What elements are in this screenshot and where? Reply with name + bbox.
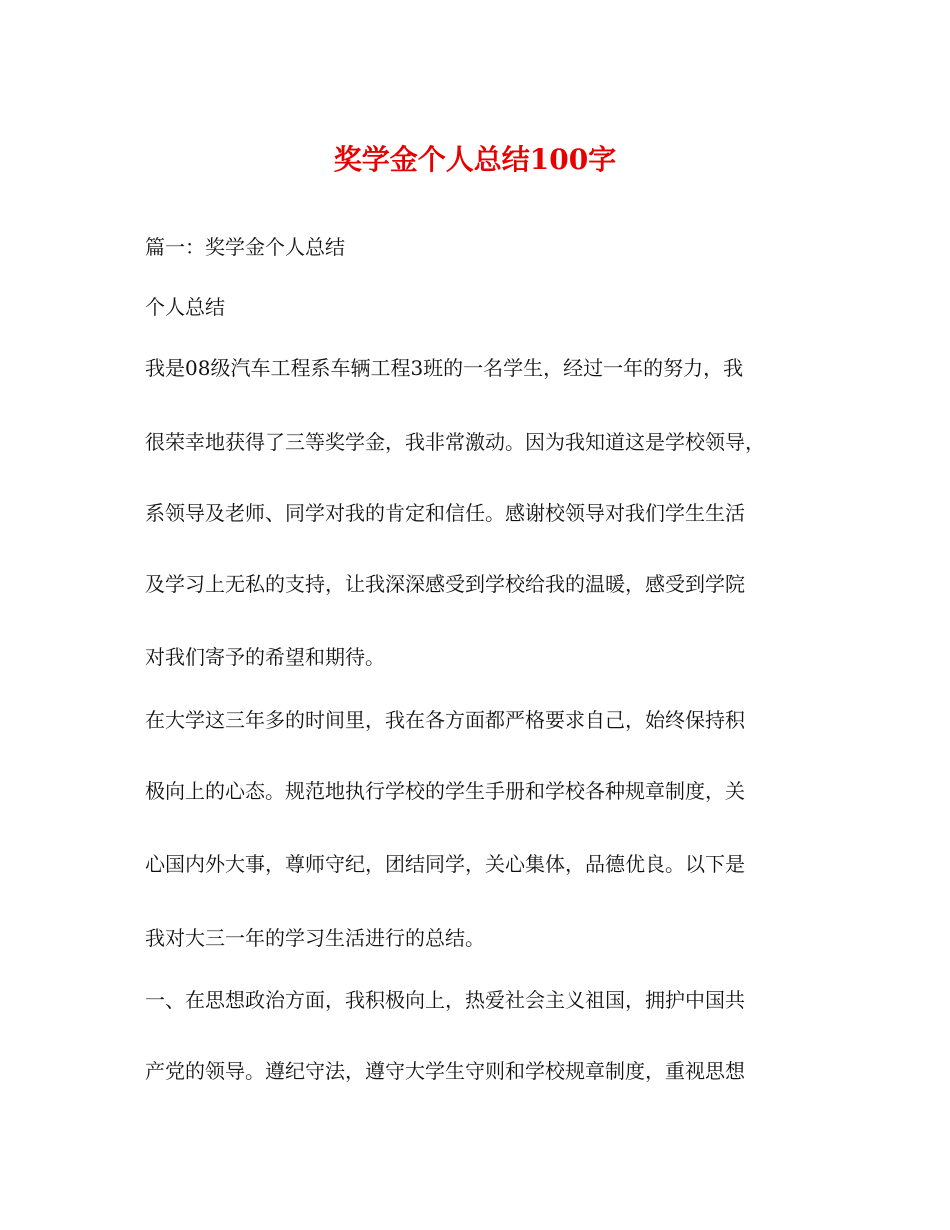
body-line: 很荣幸地获得了三等奖学金，我非常激动。因为我知道这是学校领导，	[145, 430, 765, 454]
body-line: 产党的领导。遵纪守法，遵守大学生守则和学校规章制度，重视思想	[145, 1059, 745, 1083]
subheading: 个人总结	[145, 295, 225, 319]
body-line: 一、在思想政治方面，我积极向上，热爱社会主义祖国，拥护中国共	[145, 988, 745, 1012]
body-line: 极向上的心态。规范地执行学校的学生手册和学校各种规章制度，关	[145, 779, 745, 803]
body-line: 对我们寄予的希望和期待。	[145, 645, 385, 669]
body-line: 心国内外大事，尊师守纪，团结同学，关心集体，品德优良。以下是	[145, 852, 745, 876]
body-line: 我是08级汽车工程系车辆工程3班的一名学生，经过一年的努力，我	[145, 356, 744, 380]
section-heading: 篇一：奖学金个人总结	[145, 235, 345, 259]
body-line: 系领导及老师、同学对我的肯定和信任。感谢校领导对我们学生生活	[145, 501, 745, 525]
body-line: 我对大三一年的学习生活进行的总结。	[145, 926, 485, 950]
body-line: 及学习上无私的支持，让我深深感受到学校给我的温暖，感受到学院	[145, 572, 745, 596]
body-line: 在大学这三年多的时间里，我在各方面都严格要求自己，始终保持积	[145, 708, 745, 732]
document-title: 奖学金个人总结100字	[333, 143, 617, 176]
